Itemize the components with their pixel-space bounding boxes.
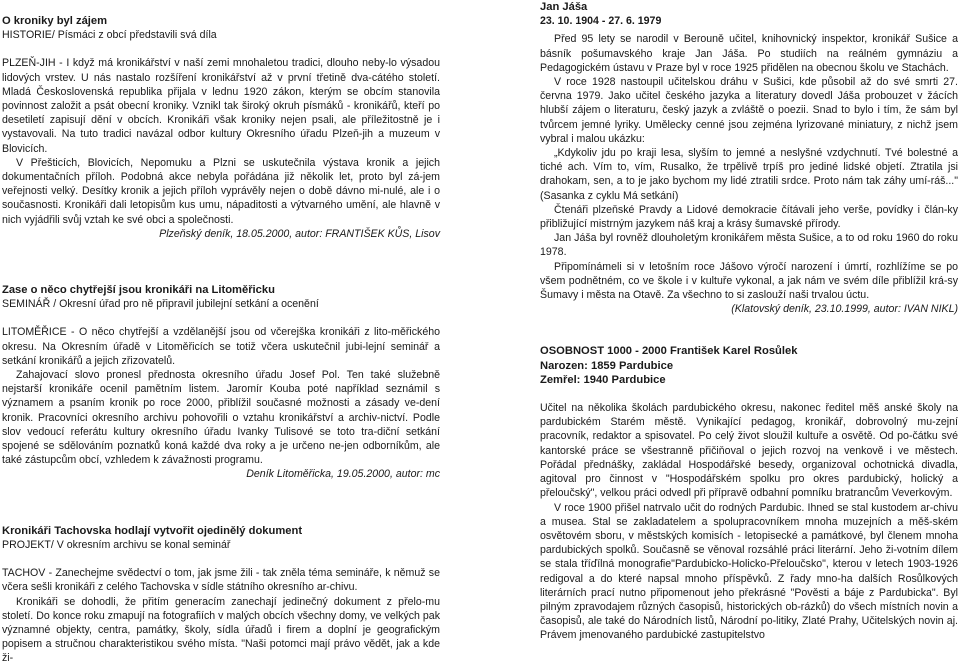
article-title: OSOBNOST 1000 - 2000 František Karel Rosůlek: [540, 345, 798, 358]
article-title: O kroniky byl zájem: [2, 15, 108, 27]
article-paragraph: Zahajovací slovo pronesl přednosta okresního úřadu Josef Pol. Ten také služebně nejstarší kronikáře ocenil pamětním listem. Jaromír Kouba poté například seznámil s významem a psaním kronik po roce 2000, přiblížil současné možnosti a zásady ve-dení kronik. Pracovníci okresního archivu pohovořili o vztahu kronikářství a archiv-nictví. Podle slov vedoucí referátu kultury okresního úřadu Ivanky Tulisové se toto tra-diční setkání spojené se sdělováním poznatků koná každé dva roky a je určeno ne-jen odborníkům, ale také zástupcům obcí, vzhledem k závažnosti programu.: [2, 369, 440, 467]
article-paragraph: PLZEŇ-JIH - I když má kronikářství v naší zemi mnohaletou tradici, dlouho neby-lo výsadou lidových vrstev. U nás nastalo rozšíření kronikářství až v první třetině dva-cátého století. Mladá Československá republika přijala v lednu 1920 zákon, kterým se obcím stanovila povinnost založit a psát obecní kroniky. Vznikl tak široký okruh písmáků - kronikářů, kteří po desetiletí zapisují dění v obcích. Kronikáři však kroniky nejen psali, ale příležitostně je i vystavovali. Na tuto tradici navázal odbor kultury Okresního úřadu Plzeň-jih a muzeum v Blovicích.: [2, 57, 440, 155]
article-paragraph: V Přešticích, Blovicích, Nepomuku a Plzni se uskutečnila výstava kronik a jejich dokumentačních příloh. Podobná akce nebyla pořádána již několik let, proto byl zá-jem veřejnosti velký. Desítky kronik a jejich příloh vyprávěly nejen o době dávno mi-nulé, ale i o současnosti. Kronikáři dali letopisům kus umu, nápaditosti a výtvarného umění, ale hlavně v nich vyjádřili svůj vztah ke své obci a společnosti.: [2, 156, 440, 226]
article-paragraph: Kronikáři se dohodli, že přitím generacím zanechají jedinečný dokument z přelo-mu století. Do konce roku zmapují na fotografiích v malých obcích všechny domy, ve velkých pak významné objekty, centra, památky, školy, sídla úřadů i firem a doplní je geografickým popisem a stručnou charakteristikou svého místa. "Naši potomci mají právo vědět, jak a kde ži-: [2, 595, 440, 665]
article-paragraph: Připomínámeli si v letošním roce Jášovo výročí narození i úmrtí, rozhlížíme se po všem podnětném, co ve škole i v kultuře vykonal, a jak nám ve svém díle přiblížil krá-sy Šumavy i města na Otavě. Za všechno to si zaslouží naši trvalou úctu.: [540, 260, 958, 302]
article-subtitle: PROJEKT/ V okresním archivu se konal seminář: [2, 538, 231, 551]
article-paragraph: Jan Jáša byl rovněž dlouholetým kronikářem města Sušice, a to od roku 1960 do roku 1978.: [540, 232, 958, 259]
article-paragraph: LITOMĚŘICE - O něco chytřejší a vzdělanější jsou od včerejška kronikáři z lito-měřického okresu. Na Okresním úřadě v Litoměřicích se totiž včera uskutečnil jubi-lejní seminář a setkání kronikářů a jejich zřizovatelů.: [2, 326, 440, 367]
article-paragraph: V roce 1928 nastoupil učitelskou dráhu v Sušici, kde působil až do své smrti 27. června 1979. Jako učitel českého jazyka a literatury dovedl Jáša probouzet v žácích hlubší zájem o literaturu, český jazyk a zvláště o poezii. Snad to bylo i tím, že sám byl tvůrcem jemné lyriky. Umělecky cenné jsou zejména lyrizované miniatury, z nichž jsem vybral i malou ukázku:: [540, 76, 958, 145]
article-quote: „Kdykoliv jdu po kraji lesa, slyším to jemné a neslyšné vzdychnutí. Tvé bolestné a tiché ach. Vím to, vím, Rusalko, že trpělivě trpíš pro jediné lidské objetí. Ztratila jsi drahokam, sen, a to je jako bychom my lidé ztratili srdce. Proto nám tak záhy umí-ráš..." (Sasanka z cyklu Má setkání): [540, 147, 958, 202]
article-citation: (Klatovský deník, 23.10.1999, autor: IVAN NIKL): [731, 303, 958, 316]
right-column: [540, 0, 958, 643]
article-citation: Plzeňský deník, 18.05.2000, autor: FRANTIŠEK KŮS, Lisov: [159, 227, 440, 240]
article-subtitle: HISTORIE/ Písmáci z obcí představili svá díla: [2, 29, 217, 42]
article-title: Jan Jáša: [540, 1, 588, 13]
article-tachovsko: [2, 524, 440, 666]
article-title: Zase o něco chytřejší jsou kronikáři na Litoměřicku: [2, 284, 275, 297]
article-kroniky-zajem: [2, 14, 440, 241]
article-dates: 23. 10. 1904 - 27. 6. 1979: [540, 15, 662, 28]
article-citation: Deník Litoměřicka, 19.05.2000, autor: mc: [246, 468, 440, 481]
article-paragraph: Učitel na několika školách pardubického okresu, nakonec ředitel měš anské školy na pardubickém Starém městě. Vynikající pedagog, kronikář, dobrovolný mu-zejní pracovník, redaktor a spisovatel. Po celý život sloužil kultuře a osvětě. Od po-čátku své kantorské práce se všestranně přičiňoval o jejich rozvoj na venkově i ve městech. Pořádal přednášky, zakládal Hospodářské besedy, organizoval ochotnická divadla, agitoval pro činnost v "Hospodářském spolku pro okres pardubický, holický a přeloučský", velkou práci odvedl při přípravě odbahní pomníku bratrancům Veverkovým.: [540, 402, 958, 500]
article-jan-jasa: [540, 0, 958, 316]
article-paragraph: V roce 1900 přišel natrvalo učit do rodných Pardubic. Ihned se stal kustodem ar-chivu a musea. Stal se zakladatelem a spolupracovníkem mnoha muzejních a měš-ském osvětovém sboru, v městských komisích - letopisecké a památkové, byl členem mnoha pardubických spolků. Současně se věnoval rozsáhlé práci literární. Jeho ži-votním dílem se stala tříďílná monografie"Pardubicko-Holicko-Přeloučsko", kterou v letech 1903-1926 redigoval a do které napsal mnoho příspěvků. Z řady mno-ha dalších Rosůlkových literárních prací nutno připomenout jeho překrásné "Pověsti a báje z Pardubicka". Byl pilným zpravodajem různých časopisů, historických ob-rázků) do všech místních novin a časopisů, ale také do Národních listů, Národní po-litiky, Zlaté Prahy, Učitelských novin aj. Právem jmenovaného pardubické zastupitelstvo: [540, 501, 958, 642]
article-litomericko: [2, 283, 440, 482]
article-born: Narozen: 1859 Pardubice: [540, 359, 674, 372]
article-paragraph: TACHOV - Zanechejme svědectví o tom, jak jsme žili - tak zněla téma semináře, k němuž se včera sešli kronikáři z celého Tachovska v sídle státního okresního ar-chivu.: [2, 567, 440, 594]
article-paragraph: Čtenáři plzeňské Pravdy a Lidové demokracie čítávali jeho verše, povídky i člán-ky přibližující mistrným jazykem náš kraj a krásy šumavské přírody.: [540, 203, 958, 231]
article-paragraph: Před 95 lety se narodil v Berouně učitel, knihovnický inspektor, kronikář Sušice a básník pošumavského kraje Jan Jáša. Po studiích na reálném gymnáziu a Pedagogickém ústavu v Praze byl v roce 1925 přidělen na obecnou školu ve Stachách.: [540, 33, 958, 74]
article-title: Kronikáři Tachovska hodlají vytvořit ojedinělý dokument: [2, 524, 303, 537]
article-rosulek: [540, 344, 958, 642]
article-subtitle: SEMINÁŘ / Okresní úřad pro ně připravil jubilejní setkání a ocenění: [2, 298, 319, 311]
article-died: Zemřel: 1940 Pardubice: [540, 373, 666, 386]
left-column: [0, 0, 440, 666]
